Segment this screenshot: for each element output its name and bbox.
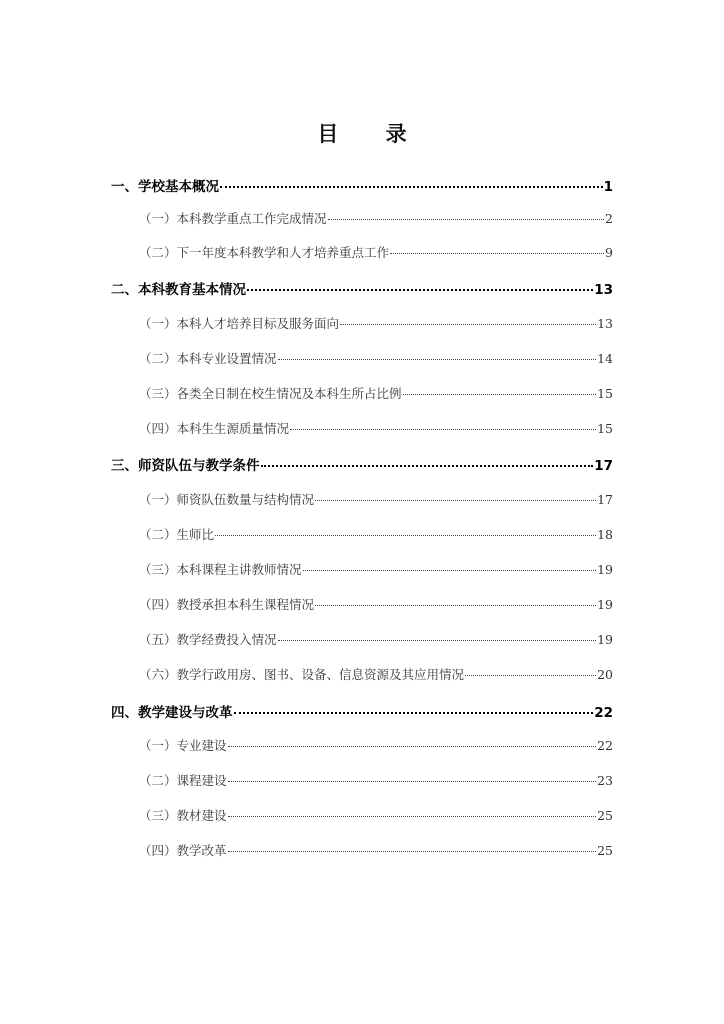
toc-subsection-entry[interactable] (111, 630, 613, 648)
toc-page-number: 22 (594, 705, 613, 721)
toc-subsection-entry[interactable] (111, 419, 613, 437)
toc-leader-dots (234, 712, 594, 714)
toc-leader-dots (261, 465, 594, 467)
toc-page-number: 19 (597, 597, 613, 612)
toc-entry-label: 二、本科教育基本情况 (111, 282, 246, 298)
toc-leader-dots (465, 675, 596, 676)
toc-page-number: 1 (603, 179, 613, 195)
toc-entry-label: （四）本科生生源质量情况 (139, 421, 290, 436)
toc-entry-label: （二）下一年度本科教学和人才培养重点工作 (139, 245, 390, 260)
toc-page-number: 2 (605, 211, 613, 226)
toc-leader-dots (228, 781, 597, 782)
toc-entry-label: （一）本科人才培养目标及服务面向 (139, 316, 340, 331)
toc-page-number: 9 (605, 245, 613, 260)
toc-page-number: 22 (597, 738, 613, 753)
toc-subsection-entry[interactable] (111, 771, 613, 789)
toc-entry-label: （六）教学行政用房、图书、设备、信息资源及其应用情况 (139, 667, 465, 682)
toc-subsection-entry[interactable] (111, 209, 613, 227)
toc-page-number: 13 (597, 316, 613, 331)
toc-leader-dots (390, 253, 604, 254)
toc-page-number: 17 (597, 492, 613, 507)
page-title: 目 录 (317, 122, 427, 146)
toc-entry-label: 三、师资队伍与教学条件 (111, 458, 260, 474)
toc-page-number: 18 (597, 527, 613, 542)
toc-section-entry[interactable] (111, 278, 613, 298)
toc-page-number: 15 (597, 421, 613, 436)
toc-leader-dots (403, 394, 597, 395)
toc-subsection-entry[interactable] (111, 349, 613, 367)
toc-subsection-entry[interactable] (111, 736, 613, 754)
toc-entry-label: （三）教材建设 (139, 808, 227, 823)
toc-leader-dots (303, 570, 597, 571)
toc-subsection-entry[interactable] (111, 525, 613, 543)
toc-entry-label: （三）各类全日制在校生情况及本科生所占比例 (139, 386, 402, 401)
toc-page-number: 20 (597, 667, 613, 682)
toc-subsection-entry[interactable] (111, 490, 613, 508)
toc-page-number: 25 (597, 808, 613, 823)
toc-leader-dots (228, 746, 597, 747)
toc-subsection-entry[interactable] (111, 595, 613, 613)
toc-subsection-entry[interactable] (111, 806, 613, 824)
toc-leader-dots (228, 816, 597, 817)
toc-subsection-entry[interactable] (111, 243, 613, 261)
toc-page-number: 15 (597, 386, 613, 401)
toc-leader-dots (278, 359, 597, 360)
toc-entry-label: 四、教学建设与改革 (111, 705, 233, 721)
toc-section-entry[interactable] (111, 701, 613, 721)
toc-leader-dots (315, 500, 596, 501)
toc-leader-dots (315, 605, 596, 606)
toc-entry-label: （二）生师比 (139, 527, 215, 542)
toc-leader-dots (290, 429, 596, 430)
toc-subsection-entry[interactable] (111, 384, 613, 402)
toc-subsection-entry[interactable] (111, 314, 613, 332)
toc-leader-dots (247, 289, 593, 291)
toc-page-number: 17 (594, 458, 613, 474)
toc-leader-dots (220, 186, 603, 188)
toc-entry-label: （一）本科教学重点工作完成情况 (139, 211, 327, 226)
toc-leader-dots (215, 535, 596, 536)
toc-entry-label: （四）教学改革 (139, 843, 227, 858)
toc-subsection-entry[interactable] (111, 841, 613, 859)
toc-entry-label: （五）教学经费投入情况 (139, 632, 277, 647)
toc-leader-dots (228, 851, 597, 852)
toc-page-number: 23 (597, 773, 613, 788)
toc-page-number: 14 (597, 351, 613, 366)
toc-section-entry[interactable] (111, 175, 613, 195)
toc-leader-dots (340, 324, 596, 325)
toc-page-number: 25 (597, 843, 613, 858)
toc-entry-label: （二）课程建设 (139, 773, 227, 788)
toc-page-number: 19 (597, 562, 613, 577)
toc-entry-label: （四）教授承担本科生课程情况 (139, 597, 315, 612)
toc-section-entry[interactable] (111, 454, 613, 474)
toc-entry-label: 一、学校基本概况 (111, 179, 219, 195)
toc-entry-label: （一）师资队伍数量与结构情况 (139, 492, 315, 507)
toc-page-number: 19 (597, 632, 613, 647)
toc-entry-label: （二）本科专业设置情况 (139, 351, 277, 366)
toc-entry-label: （一）专业建设 (139, 738, 227, 753)
toc-subsection-entry[interactable] (111, 560, 613, 578)
toc-leader-dots (278, 640, 597, 641)
toc-subsection-entry[interactable] (111, 665, 613, 683)
toc-entry-label: （三）本科课程主讲教师情况 (139, 562, 302, 577)
toc-leader-dots (328, 219, 605, 220)
toc-page-number: 13 (594, 282, 613, 298)
